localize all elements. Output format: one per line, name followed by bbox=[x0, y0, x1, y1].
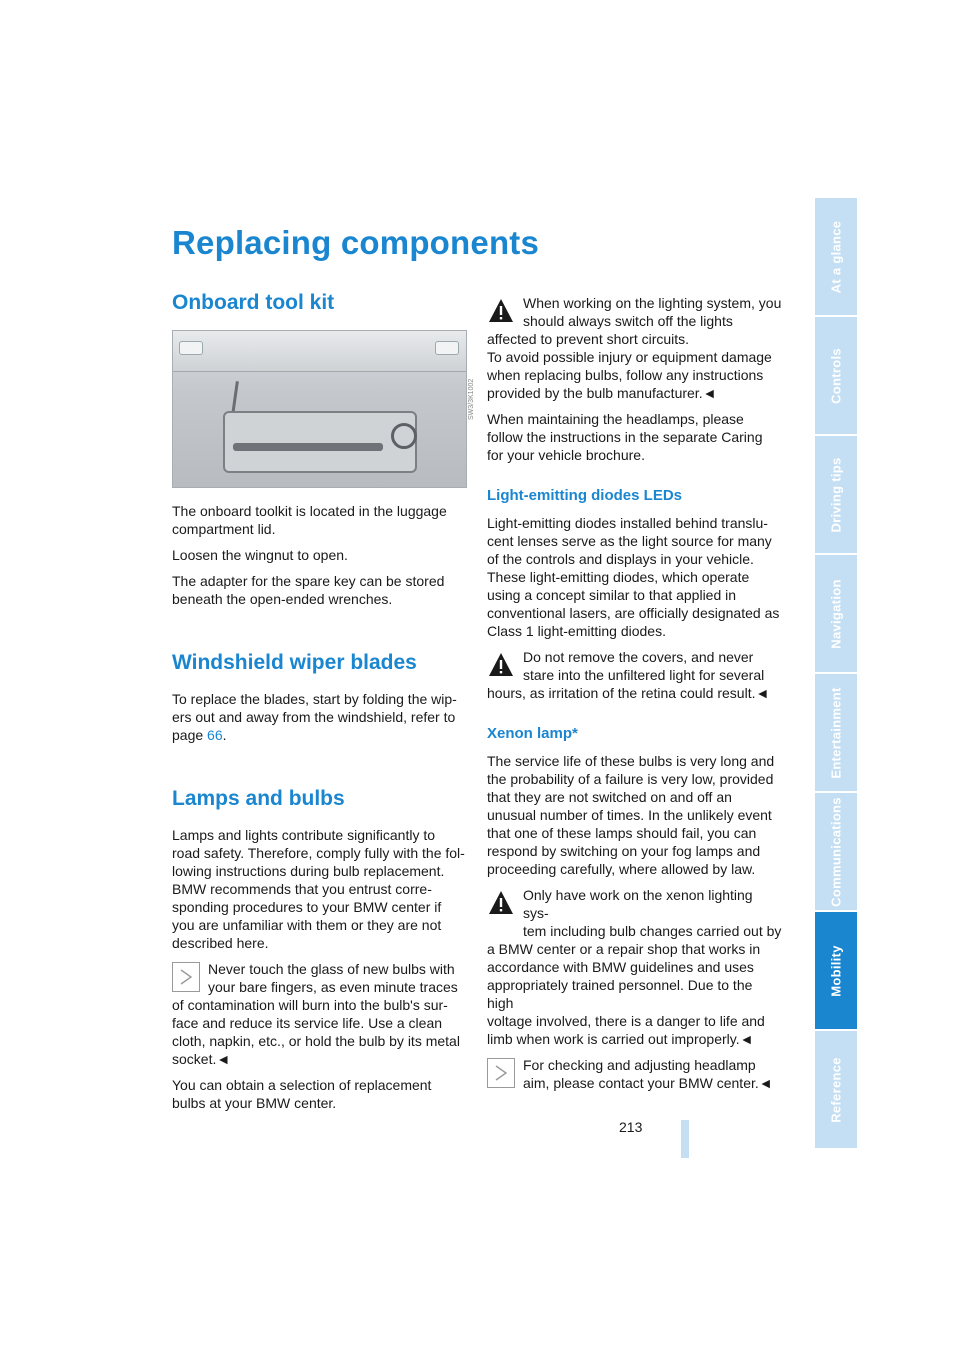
wiper-period: . bbox=[222, 727, 227, 743]
tab-controls[interactable] bbox=[815, 317, 857, 436]
warning-lighting-line: when replacing bulbs, follow any instructions bbox=[487, 367, 764, 383]
tab-label: Communications bbox=[828, 796, 844, 907]
warning-lighting-system bbox=[487, 294, 782, 402]
toolkit-paragraph-2: Loosen the wingnut to open. bbox=[172, 547, 348, 563]
wiper-paragraph bbox=[172, 690, 467, 744]
lamps-intro-line: you are unfamiliar with them or they are not bbox=[172, 917, 442, 933]
warning-xenon-line: voltage involved, there is a danger to life and bbox=[487, 1013, 765, 1029]
note-bulb-line: face and reduce its service life. Use a clean bbox=[172, 1015, 443, 1031]
trunk-lid bbox=[173, 331, 466, 372]
lamps-intro-line: lowing instructions during bulb replacement. bbox=[172, 863, 445, 879]
trunk-lamp-right bbox=[435, 341, 459, 355]
lamps-intro-line: sponding procedures to your BMW center if bbox=[172, 899, 442, 915]
tab-label: Driving tips bbox=[828, 456, 844, 533]
tab-reference[interactable] bbox=[815, 1031, 857, 1150]
lamps-intro-line: Lamps and lights contribute significantly to bbox=[172, 827, 436, 843]
heading-xenon-lamp: Xenon lamp* bbox=[487, 725, 578, 742]
warning-xenon-line: appropriately trained personnel. Due to the high bbox=[487, 977, 753, 1011]
note-bulb-line: socket.◄ bbox=[172, 1051, 231, 1067]
note-icon bbox=[172, 962, 200, 992]
warning-leds-line: Do not remove the covers, and never bbox=[523, 649, 754, 665]
tool-tray bbox=[223, 411, 417, 473]
warning-leds-line: stare into the unfiltered light for several bbox=[523, 667, 765, 683]
wingnut bbox=[391, 423, 417, 449]
warning-xenon-line: Only have work on the xenon lighting sys- bbox=[523, 887, 753, 921]
tab-mobility[interactable] bbox=[815, 912, 857, 1031]
note-headlamp-aim bbox=[487, 1056, 782, 1092]
warning-lighting-line: should always switch off the lights bbox=[523, 313, 733, 329]
warning-xenon-line: a BMW center or a repair shop that works in bbox=[487, 941, 761, 957]
wiper-text: To replace the blades, start by folding the wip-ers out and away from the windshield, refer to page bbox=[172, 691, 457, 743]
tool-bar bbox=[233, 443, 383, 451]
note-headlamp-line: aim, please contact your BMW center.◄ bbox=[523, 1075, 773, 1091]
xenon-paragraph: The service life of these bulbs is very long and the probability of a failure is very low, provided that they are not switched on and off an unusual number of times. In the unlikely event that one of these lamps should fail, you can respond by switching on your fog lamps and proceeding carefully, where allowed by law. bbox=[487, 753, 775, 877]
lamps-outro: You can obtain a selection of replacement bulbs at your BMW center. bbox=[172, 1077, 432, 1111]
heading-lamps-and-bulbs: Lamps and bulbs bbox=[172, 787, 345, 810]
leds-paragraph: Light-emitting diodes installed behind translu-cent lenses serve as the light source for many of the controls and displays in your vehicle. These light-emitting diodes, which operate using a concept similar to that applied in conventional lasers, are officially designated as Class 1 light-emitting diodes. bbox=[487, 515, 780, 639]
headlamps-paragraph: When maintaining the headlamps, please follow the instructions in the separate Caring for your vehicle brochure. bbox=[487, 411, 763, 463]
tab-label: Entertainment bbox=[828, 686, 844, 779]
tab-at-a-glance[interactable] bbox=[815, 198, 857, 317]
photo-code: SW3/3K1002 bbox=[468, 378, 475, 420]
tab-label: Reference bbox=[828, 1056, 844, 1123]
note-bulb-line: of contamination will burn into the bulb's sur- bbox=[172, 997, 448, 1013]
warning-leds-line: hours, as irritation of the retina could result.◄ bbox=[487, 685, 770, 701]
tab-label: Controls bbox=[828, 347, 844, 404]
warning-xenon bbox=[487, 886, 782, 1048]
tab-driving-tips[interactable] bbox=[815, 436, 857, 555]
right-column bbox=[487, 294, 782, 1100]
page-title: Replacing components bbox=[172, 224, 540, 261]
note-headlamp-line: For checking and adjusting headlamp bbox=[523, 1057, 756, 1073]
tab-label: Mobility bbox=[828, 944, 844, 997]
toolkit-paragraph-3: The adapter for the spare key can be stored beneath the open-ended wrenches. bbox=[172, 573, 445, 607]
warning-xenon-line: tem including bulb changes carried out by bbox=[523, 923, 782, 939]
page-link-66[interactable]: 66 bbox=[207, 727, 223, 743]
left-column bbox=[172, 290, 467, 1120]
toolkit-paragraph-1: The onboard toolkit is located in the luggage compartment lid. bbox=[172, 503, 447, 537]
trunk-lamp-left bbox=[179, 341, 203, 355]
heading-leds: Light-emitting diodes LEDs bbox=[487, 487, 682, 504]
note-icon bbox=[487, 1058, 515, 1088]
lamps-intro-line: described here. bbox=[172, 935, 269, 951]
lamps-intro bbox=[172, 826, 467, 952]
warning-leds bbox=[487, 648, 782, 702]
lamps-intro-line: road safety. Therefore, comply fully with the fol- bbox=[172, 845, 465, 861]
warning-icon bbox=[487, 296, 515, 326]
heading-onboard-tool-kit: Onboard tool kit bbox=[172, 291, 335, 314]
warning-lighting-line: When working on the lighting system, you bbox=[523, 295, 782, 311]
warning-lighting-line: provided by the bulb manufacturer.◄ bbox=[487, 385, 717, 401]
warning-xenon-line: limb when work is carried out improperly.◄ bbox=[487, 1031, 754, 1047]
tab-label: At a glance bbox=[828, 220, 844, 293]
warning-xenon-line: accordance with BMW guidelines and uses bbox=[487, 959, 754, 975]
toolkit-photo bbox=[172, 330, 467, 488]
side-tabs bbox=[815, 198, 857, 1150]
warning-lighting-line: To avoid possible injury or equipment damage bbox=[487, 349, 772, 365]
heading-windshield-wiper-blades: Windshield wiper blades bbox=[172, 651, 417, 674]
tab-entertainment[interactable] bbox=[815, 674, 857, 793]
lamps-intro-line: BMW recommends that you entrust corre- bbox=[172, 881, 432, 897]
note-bulb-line: your bare fingers, as even minute traces bbox=[208, 979, 458, 995]
page-marker bbox=[681, 1120, 689, 1158]
warning-icon bbox=[487, 888, 515, 918]
warning-lighting-line: affected to prevent short circuits. bbox=[487, 331, 690, 347]
warning-icon bbox=[487, 650, 515, 680]
page-number: 213 bbox=[619, 1119, 643, 1135]
tab-label: Navigation bbox=[828, 578, 844, 649]
tab-navigation[interactable] bbox=[815, 555, 857, 674]
note-bulb-glass bbox=[172, 960, 467, 1068]
note-bulb-line: Never touch the glass of new bulbs with bbox=[208, 961, 455, 977]
note-bulb-line: cloth, napkin, etc., or hold the bulb by its metal bbox=[172, 1033, 460, 1049]
tab-communications[interactable] bbox=[815, 793, 857, 912]
